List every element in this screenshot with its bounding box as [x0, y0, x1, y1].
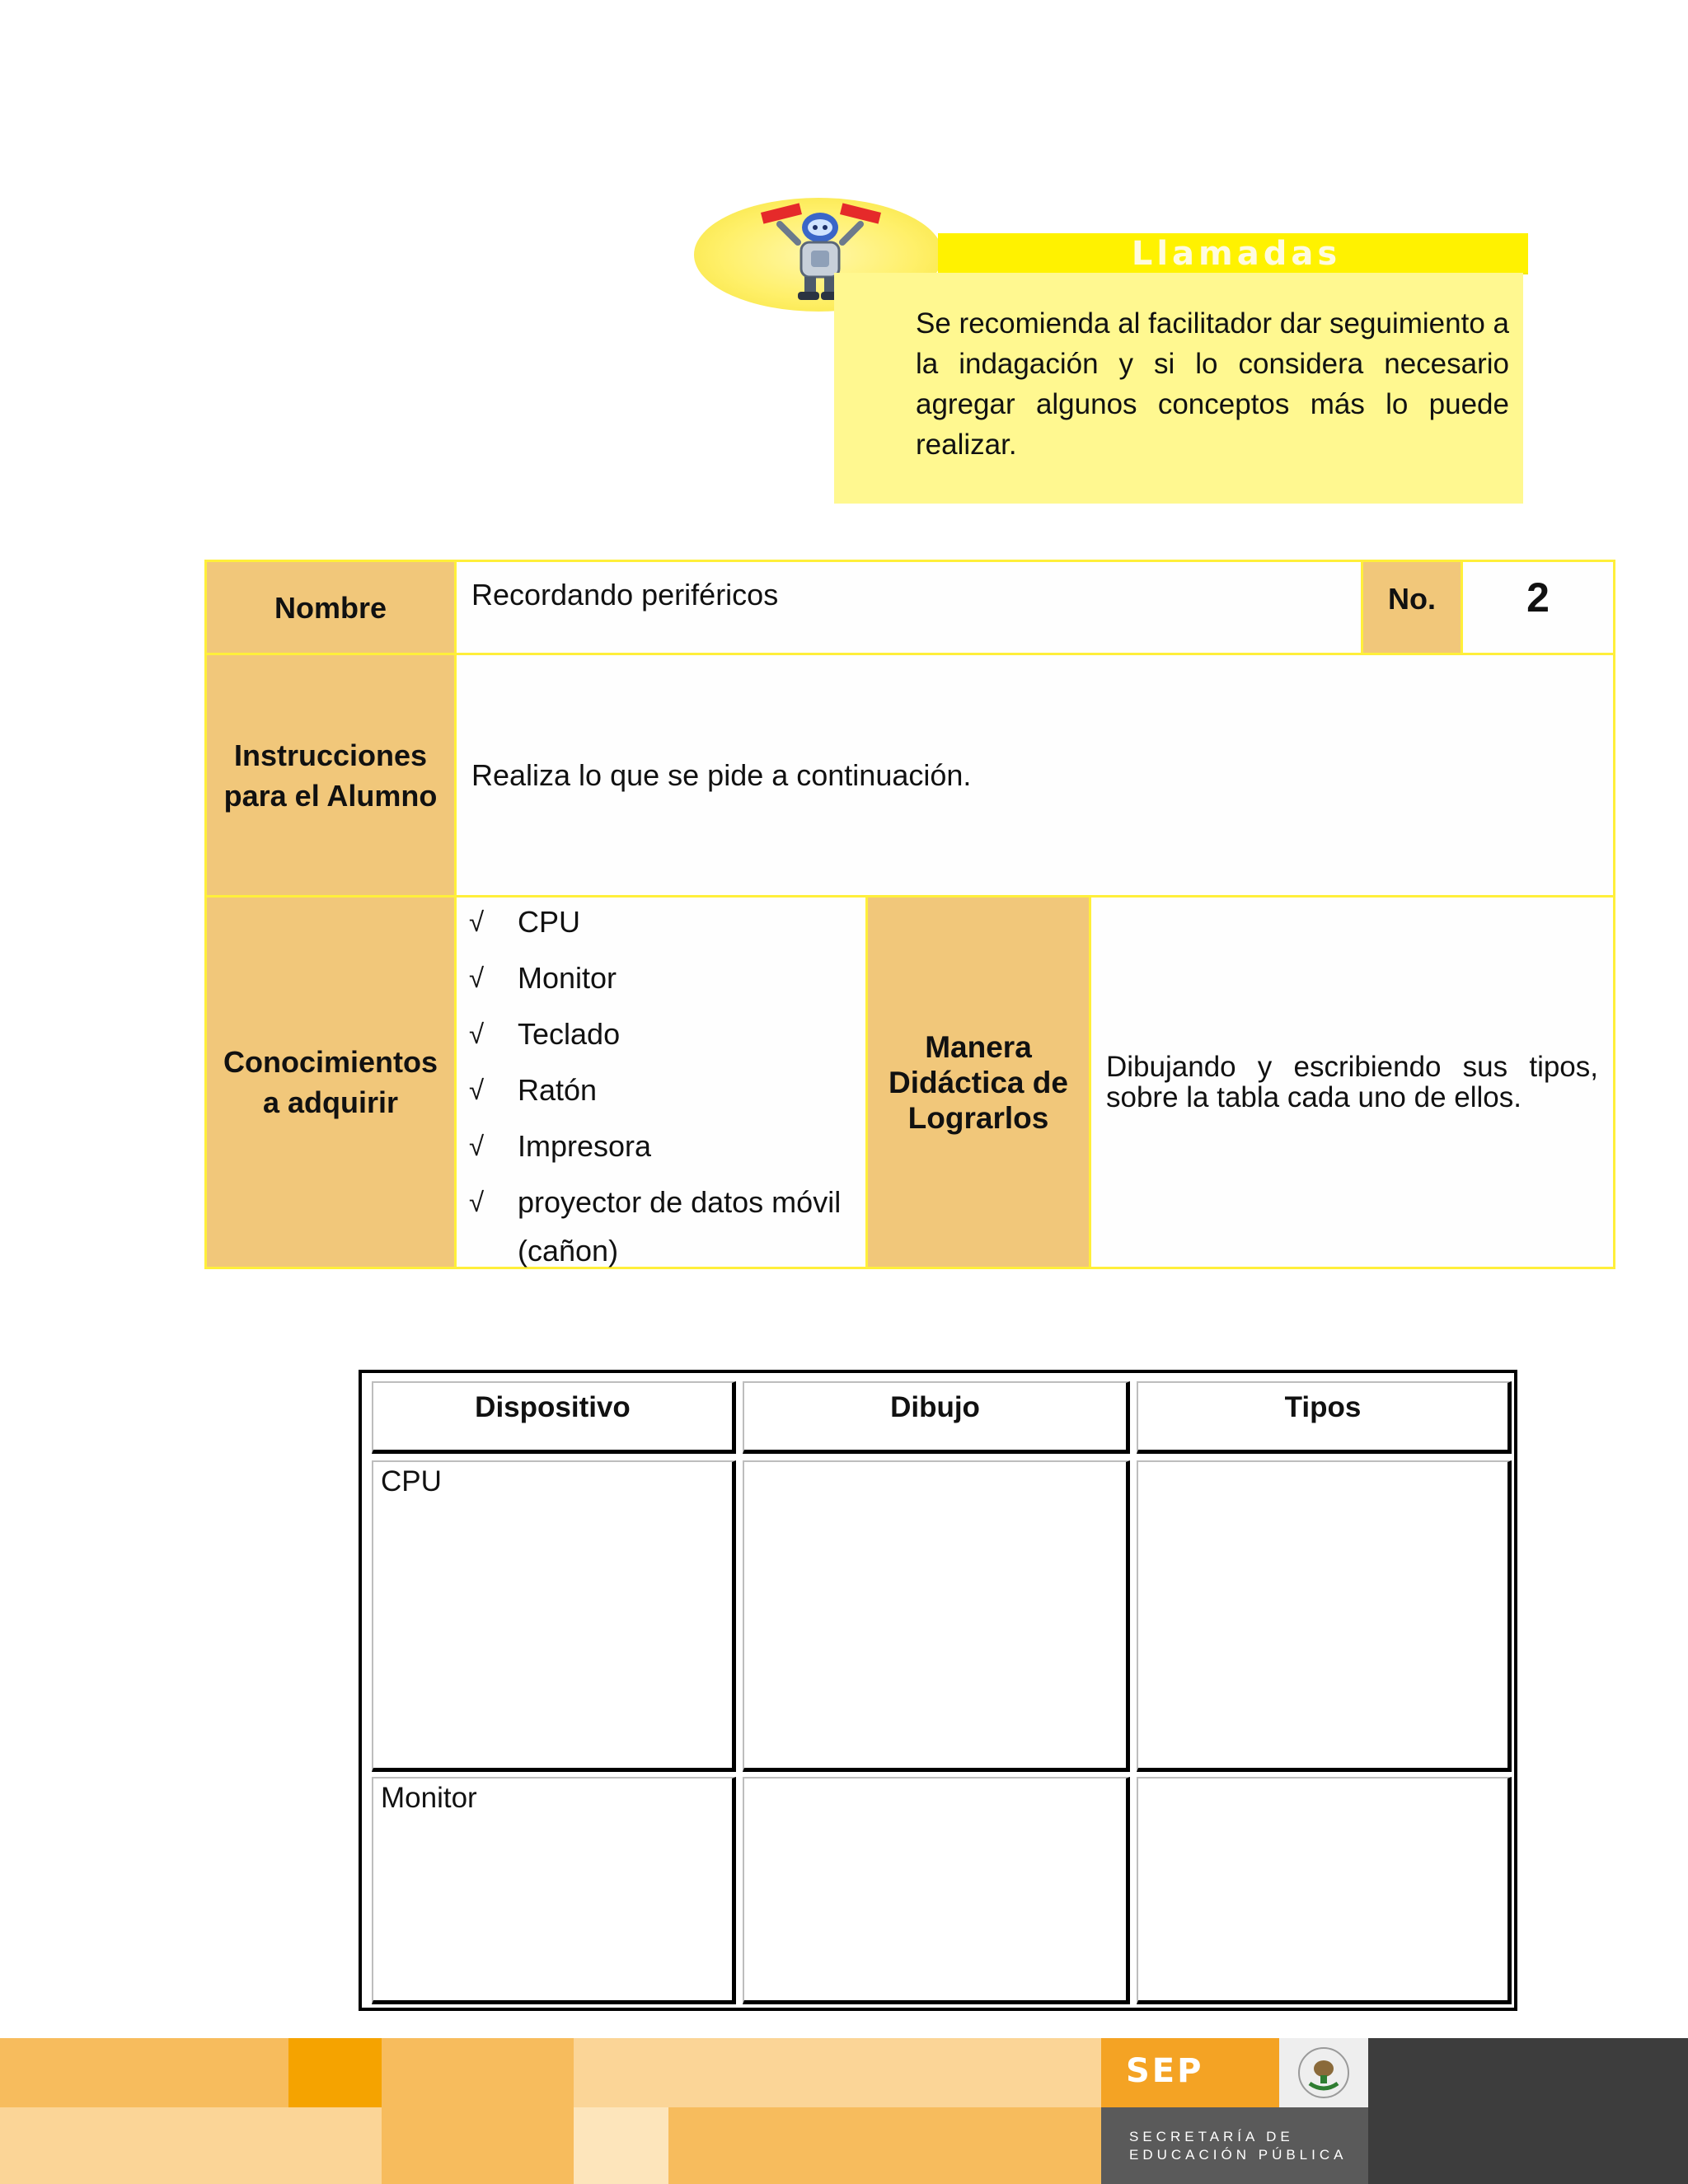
column-header-drawing: Dibujo — [743, 1381, 1130, 1454]
list-item: √ Ratón — [467, 1062, 841, 1118]
knowledge-list — [467, 894, 841, 1275]
list-item: √ Monitor — [467, 950, 841, 1006]
list-item: √ proyector de datos móvil — [467, 1174, 841, 1230]
list-item: √ Impresora — [467, 1118, 841, 1174]
method-value: Dibujando y escribiendo sus tipos, sobre la tabla cada uno de ellos. — [1089, 895, 1615, 1269]
table-cell-types[interactable] — [1137, 1777, 1512, 2004]
method-label: Manera Didáctica de Lograrlos — [865, 895, 1091, 1269]
table-cell-types[interactable] — [1137, 1460, 1512, 1772]
check-icon: √ — [469, 1131, 485, 1161]
table-cell-device: Monitor — [372, 1777, 736, 2004]
instructions-value: Realiza lo que se pide a continuación. — [454, 653, 1615, 898]
column-header-device: Dispositivo — [372, 1381, 736, 1454]
org-name-line1: SECRETARÍA DE — [1129, 2129, 1294, 2144]
instructions-label: Instrucciones para el Alumno — [204, 653, 457, 898]
list-item: √ CPU — [467, 894, 841, 950]
check-icon: √ — [469, 907, 485, 937]
callout-text: Se recomienda al facilitador dar seguimiento a la indagación y si lo considera necesario agregar algunos conceptos más lo puede realizar. — [916, 307, 1509, 461]
check-icon: √ — [469, 1019, 485, 1049]
knowledge-label: Conocimientos a adquirir — [204, 895, 457, 1269]
coat-of-arms-icon — [1279, 2038, 1368, 2107]
table-cell-drawing[interactable] — [743, 1460, 1130, 1772]
check-icon: √ — [469, 1075, 485, 1105]
column-header-types: Tipos — [1137, 1381, 1512, 1454]
check-icon: √ — [469, 1187, 485, 1217]
callout-title: Llamadas — [1131, 235, 1342, 273]
table-cell-device: CPU — [372, 1460, 736, 1772]
name-value: Recordando periféricos — [454, 560, 1363, 655]
device-table — [359, 1370, 1517, 2011]
number-value: 2 — [1461, 560, 1615, 655]
org-name-line2: EDUCACIÓN PÚBLICA — [1129, 2147, 1348, 2163]
list-item: √ Teclado — [467, 1006, 841, 1062]
check-icon: √ — [469, 963, 485, 993]
sep-logo-text: SEP — [1126, 2052, 1204, 2090]
sep-org-block — [1101, 2107, 1368, 2184]
number-label: No. — [1361, 560, 1463, 655]
name-label: Nombre — [204, 560, 457, 655]
list-item: (cañon) — [518, 1234, 619, 1268]
table-cell-drawing[interactable] — [743, 1777, 1130, 2004]
